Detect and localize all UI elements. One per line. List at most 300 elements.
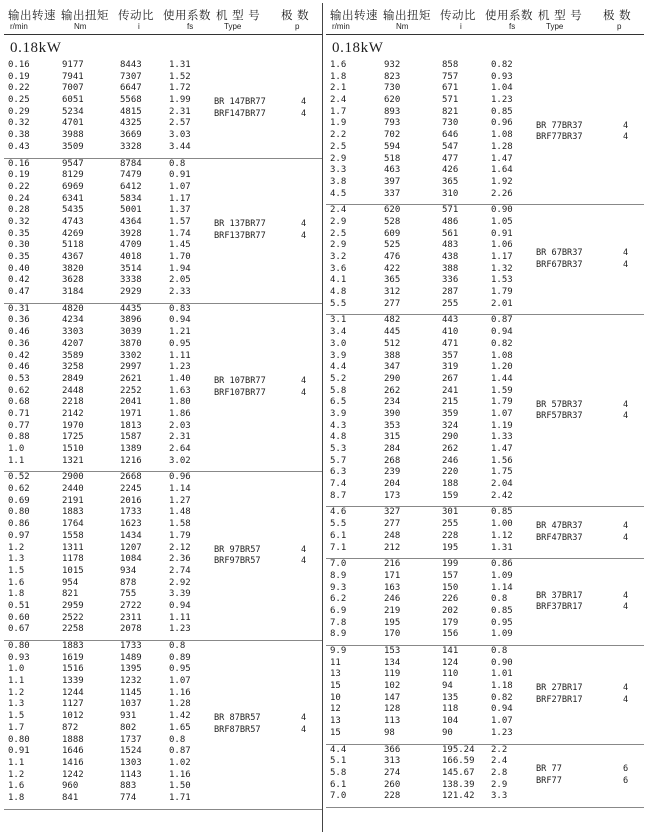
torque-cell: 9547 [62,158,84,169]
table-row [326,519,644,531]
service-factor-cell: 1.21 [169,327,191,338]
speed-cell: 2.1 [330,83,347,94]
ratio-cell: 310 [442,188,459,199]
speed-header: 输出转速 [8,8,56,22]
ratio-cell: 483 [442,240,459,251]
torque-cell: 1883 [62,641,84,651]
table-row [326,362,644,374]
torque-cell: 6341 [62,193,84,204]
service-factor-cell: 2.2 [491,744,508,755]
ratio-cell: 1395 [120,664,142,675]
model-type: BRF107BR77 [214,387,266,398]
speed-cell: 0.46 [8,362,30,373]
torque-cell: 620 [384,205,401,216]
model-unit: Type [546,22,564,31]
torque-cell: 7007 [62,83,84,94]
reducer-group [326,315,644,507]
table-row [4,601,322,613]
speed-cell: 1.1 [8,455,25,466]
torque-cell: 8129 [62,170,84,181]
service-factor-cell: 2.4 [491,756,508,767]
table-row [4,327,322,339]
speed-cell: 7.0 [330,559,347,570]
torque-cell: 5118 [62,240,84,251]
speed-cell: 5.3 [330,444,347,454]
table-row [4,746,322,758]
poles-header: 极 数 [603,8,632,22]
ratio-cell: 821 [442,106,459,117]
ratio-cell: 287 [442,287,459,298]
torque-cell: 3988 [62,130,84,141]
table-row [326,83,644,95]
speed-cell: 0.80 [8,734,30,745]
torque-cell: 337 [384,188,401,199]
speed-cell: 4.6 [330,507,347,518]
table-row [4,507,322,519]
torque-cell: 3303 [62,327,84,338]
speed-cell: 8.9 [330,570,347,581]
table-row [4,159,322,171]
model-type: BRF67BR37 [536,259,583,270]
table-row [326,240,644,252]
speed-cell: 0.16 [8,60,30,70]
ratio-cell: 135 [442,692,459,703]
torque-cell: 119 [384,669,401,680]
speed-cell: 1.3 [8,554,25,565]
service-factor-cell: 1.12 [491,530,513,541]
table-row [4,566,322,578]
torque-cell: 2522 [62,612,84,623]
table-row [326,217,644,229]
service-factor-cell: 0.94 [491,704,513,715]
speed-cell: 0.16 [8,158,30,169]
pole-count: 4 [623,411,629,422]
service-factor-cell: 0.94 [491,327,513,338]
torque-cell: 171 [384,570,401,581]
model-type: BR 107BR77 [214,376,266,387]
ratio-cell: 255 [442,298,459,309]
ratio-cell: 301 [442,507,459,518]
torque-cell: 234 [384,397,401,408]
speed-cell: 1.6 [8,781,25,792]
torque-cell: 512 [384,338,401,349]
torque-cell: 960 [62,781,79,792]
torque-cell: 422 [384,263,401,274]
service-factor-cell: 1.71 [169,792,191,803]
service-factor-cell: 0.86 [491,559,513,570]
table-row [4,781,322,793]
torque-cell: 1311 [62,542,84,553]
ratio-cell: 118 [442,704,459,715]
speed-cell: 0.80 [8,507,30,518]
speed-cell: 0.31 [8,303,30,314]
model-type: BRF77 [536,775,562,786]
reducer-group [4,159,322,304]
torque-cell: 277 [384,519,401,530]
ratio-cell: 931 [120,711,137,722]
service-factor-cell: 1.09 [491,570,513,581]
speed-cell: 15 [330,727,341,738]
table-row [326,72,644,84]
ratio-cell: 5568 [120,95,142,106]
torque-cell: 1725 [62,432,84,443]
service-factor-cell: 2.42 [491,490,513,501]
service-factor-cell: 1.65 [169,722,191,733]
torque-cell: 353 [384,420,401,431]
ratio-cell: 145.67 [442,767,475,778]
ratio-cell: 4709 [120,240,142,251]
speed-cell: 0.36 [8,315,30,326]
pole-count: 4 [623,521,629,532]
table-row [326,130,644,142]
service-factor-cell: 1.23 [491,727,513,738]
pole-count: 4 [623,259,629,270]
reducer-group [326,646,644,745]
pole-count: 4 [623,683,629,694]
ratio-cell: 226 [442,594,459,605]
speed-cell: 9.9 [330,646,347,656]
torque-cell: 1619 [62,652,84,663]
service-factor-cell: 1.79 [491,287,513,298]
ratio-unit: i [460,22,462,31]
speed-cell: 7.8 [330,617,347,628]
service-factor-cell: 2.92 [169,577,191,588]
table-row [4,351,322,363]
speed-cell: 1.5 [8,711,25,722]
torque-cell: 445 [384,327,401,338]
speed-cell: 0.77 [8,420,30,431]
ratio-cell: 1733 [120,507,142,518]
torque-cell: 3509 [62,141,84,152]
speed-cell: 0.88 [8,432,30,443]
torque-cell: 4701 [62,118,84,129]
service-factor-cell: 1.23 [491,95,513,106]
service-factor-cell: 1.37 [169,205,191,216]
speed-cell: 0.51 [8,600,30,611]
service-factor-cell: 0.82 [491,338,513,349]
ratio-cell: 2621 [120,373,142,384]
service-factor-cell: 0.85 [491,106,513,117]
ratio-cell: 3870 [120,338,142,349]
model-type: BR 27BR17 [536,683,583,694]
speed-cell: 4.4 [330,744,347,755]
table-row [4,699,322,711]
pole-count: 4 [623,590,629,601]
service-factor-cell: 0.95 [491,617,513,628]
ratio-cell: 324 [442,420,459,431]
service-factor-cell: 1.06 [491,240,513,251]
service-factor-cell: 0.87 [169,746,191,757]
model-type: BRF47BR37 [536,532,583,543]
ratio-cell: 1623 [120,519,142,530]
speed-cell: 3.0 [330,338,347,349]
ratio-cell: 774 [120,792,137,803]
model-type: BR 77 [536,764,562,775]
torque-cell: 841 [62,792,79,803]
speed-cell: 15 [330,681,341,692]
service-factor-cell: 1.56 [491,455,513,466]
table-row [326,386,644,398]
service-factor-cell: 1.31 [169,60,191,70]
speed-cell: 2.5 [330,228,347,239]
table-row [4,374,322,386]
table-row [326,618,644,630]
table-row [4,519,322,531]
service-factor-cell: 0.95 [169,664,191,675]
torque-cell: 1558 [62,530,84,541]
ratio-cell: 1084 [120,554,142,565]
service-factor-cell: 1.04 [491,83,513,94]
pole-count: 4 [623,120,629,131]
table-row [4,339,322,351]
ratio-cell: 878 [120,577,137,588]
table-row [326,728,644,740]
reducer-group [326,60,644,205]
service-factor-cell: 2.57 [169,118,191,129]
torque-cell: 3258 [62,362,84,373]
model-type: BR 67BR37 [536,248,583,259]
service-factor-cell: 2.74 [169,565,191,576]
service-factor-cell: 1.58 [169,519,191,530]
table-row [4,362,322,374]
ratio-cell: 7479 [120,170,142,181]
torque-cell: 212 [384,542,401,553]
speed-cell: 1.0 [8,444,25,454]
speed-cell: 0.53 [8,373,30,384]
ratio-cell: 262 [442,444,459,454]
table-row [326,315,644,327]
ratio-cell: 5001 [120,205,142,216]
speed-cell: 0.40 [8,263,30,274]
speed-cell: 0.43 [8,141,30,152]
torque-cell: 4207 [62,338,84,349]
ratio-cell: 4435 [120,303,142,314]
table-row [4,676,322,688]
speed-cell: 5.5 [330,519,347,530]
speed-cell: 2.4 [330,95,347,106]
speed-cell: 10 [330,692,341,703]
service-factor-cell: 3.3 [491,791,508,802]
service-factor-cell: 1.07 [169,181,191,192]
torque-cell: 1321 [62,455,84,466]
speed-cell: 0.22 [8,83,30,94]
ratio-cell: 3669 [120,130,142,141]
model-type: BRF147BR77 [214,108,266,119]
service-factor-cell: 1.72 [169,83,191,94]
speed-cell: 11 [330,657,341,668]
ratio-cell: 802 [120,722,137,733]
speed-cell: 0.29 [8,106,30,117]
model-type: BRF87BR57 [214,724,261,735]
table-row [4,275,322,287]
speed-cell: 0.62 [8,484,30,495]
ratio-cell: 561 [442,228,459,239]
speed-cell: 0.47 [8,287,30,298]
ratio-cell: 671 [442,83,459,94]
torque-cell: 268 [384,455,401,466]
table-row [326,583,644,595]
speed-cell: 0.46 [8,327,30,338]
model-type: BR 77BR37 [536,120,583,131]
table-row [4,484,322,496]
model-type: BRF27BR17 [536,694,583,705]
torque-cell: 730 [384,83,401,94]
ratio-cell: 159 [442,490,459,501]
table-row [326,669,644,681]
service-factor-cell: 0.83 [169,303,191,314]
torque-cell: 366 [384,744,401,755]
table-row [326,264,644,276]
torque-cell: 2448 [62,385,84,396]
torque-cell: 228 [384,791,401,802]
service-factor-cell: 1.32 [491,263,513,274]
table-row [326,467,644,479]
speed-cell: 7.4 [330,479,347,490]
speed-cell: 3.9 [330,350,347,361]
table-row [326,531,644,543]
torque-cell: 1888 [62,734,84,745]
ratio-cell: 365 [442,176,459,187]
torque-cell: 102 [384,681,401,692]
service-factor-cell: 1.57 [169,216,191,227]
pole-count: 4 [301,230,307,241]
service-factor-cell: 1.17 [169,193,191,204]
service-factor-cell: 2.05 [169,275,191,286]
service-factor-cell: 0.8 [169,158,186,169]
table-row [4,421,322,433]
table-row [326,60,644,72]
ratio-cell: 3039 [120,327,142,338]
torque-cell: 312 [384,287,401,298]
table-row [326,559,644,571]
torque-cell: 3628 [62,275,84,286]
pole-count: 4 [301,108,307,119]
table-row [4,95,322,107]
speed-cell: 4.4 [330,362,347,373]
table-row [326,107,644,119]
table-row [326,629,644,641]
ratio-cell: 2041 [120,397,142,408]
torque-cell: 1883 [62,507,84,518]
table-row [326,456,644,468]
speed-cell: 0.68 [8,397,30,408]
torque-cell: 147 [384,692,401,703]
speed-cell: 6.3 [330,467,347,478]
torque-header: 输出扭矩 [383,8,431,22]
table-row [4,531,322,543]
torque-cell: 390 [384,408,401,419]
service-factor-cell: 1.53 [491,275,513,286]
torque-cell: 9177 [62,60,84,70]
service-factor-cell: 1.28 [491,141,513,152]
ratio-cell: 426 [442,165,459,176]
ratio-cell: 8784 [120,158,142,169]
torque-cell: 1970 [62,420,84,431]
torque-cell: 4743 [62,216,84,227]
model-type: BRF97BR57 [214,556,261,567]
torque-cell: 609 [384,228,401,239]
table-row [4,107,322,119]
ratio-cell: 1216 [120,455,142,466]
speed-cell: 13 [330,716,341,727]
model-type: BR 47BR37 [536,521,583,532]
service-factor-cell: 1.92 [491,176,513,187]
table-row [326,594,644,606]
table-row [4,456,322,468]
table-row [4,304,322,316]
table-row [326,275,644,287]
pole-count: 4 [623,399,629,410]
ratio-cell: 443 [442,315,459,326]
ratio-cell: 319 [442,362,459,373]
service-factor-cell: 3.02 [169,455,191,466]
torque-cell: 2900 [62,472,84,483]
service-factor-cell: 0.96 [169,472,191,483]
table-row [326,95,644,107]
ratio-cell: 4325 [120,118,142,129]
service-factor-cell: 3.44 [169,141,191,152]
table-row [326,716,644,728]
ratio-cell: 4815 [120,106,142,117]
table-row [4,287,322,299]
pole-count: 4 [623,248,629,259]
torque-cell: 6969 [62,181,84,192]
ratio-cell: 755 [120,589,137,600]
service-factor-cell: 0.91 [169,170,191,181]
service-factor-cell: 1.17 [491,252,513,262]
table-row [4,264,322,276]
speed-cell: 1.0 [8,664,25,675]
speed-cell: 1.1 [8,757,25,768]
left-column [4,0,322,810]
speed-cell: 1.6 [330,60,347,70]
service-factor-cell: 0.8 [491,594,508,605]
service-factor-cell: 1.16 [169,769,191,780]
torque-cell: 170 [384,629,401,640]
service-factor-cell: 1.40 [169,373,191,384]
service-factor-cell: 1.23 [169,362,191,373]
ratio-cell: 359 [442,408,459,419]
table-row [4,182,322,194]
reducer-group [326,745,644,808]
service-factor-cell: 1.14 [169,484,191,495]
ratio-cell: 179 [442,617,459,628]
ratio-cell: 202 [442,605,459,616]
service-factor-cell: 0.94 [169,315,191,326]
pole-count: 4 [301,724,307,735]
ratio-cell: 357 [442,350,459,361]
ratio-cell: 3338 [120,275,142,286]
model-header: 机 型 号 [216,8,261,22]
table-row [326,745,644,757]
torque-cell: 2440 [62,484,84,495]
speed-cell: 0.19 [8,71,30,82]
speed-cell: 3.3 [330,165,347,176]
speed-cell: 0.91 [8,746,30,757]
ratio-cell: 5834 [120,193,142,204]
service-factor-cell: 1.08 [491,350,513,361]
table-row [326,658,644,670]
ratio-cell: 477 [442,153,459,164]
service-factor-cell: 2.04 [491,479,513,490]
ratio-cell: 6412 [120,181,142,192]
service-factor-cell: 1.23 [169,624,191,635]
speed-cell: 0.25 [8,95,30,106]
ratio-cell: 199 [442,559,459,570]
speed-cell: 12 [330,704,341,715]
speed-cell: 5.8 [330,767,347,778]
pole-count: 4 [623,694,629,705]
